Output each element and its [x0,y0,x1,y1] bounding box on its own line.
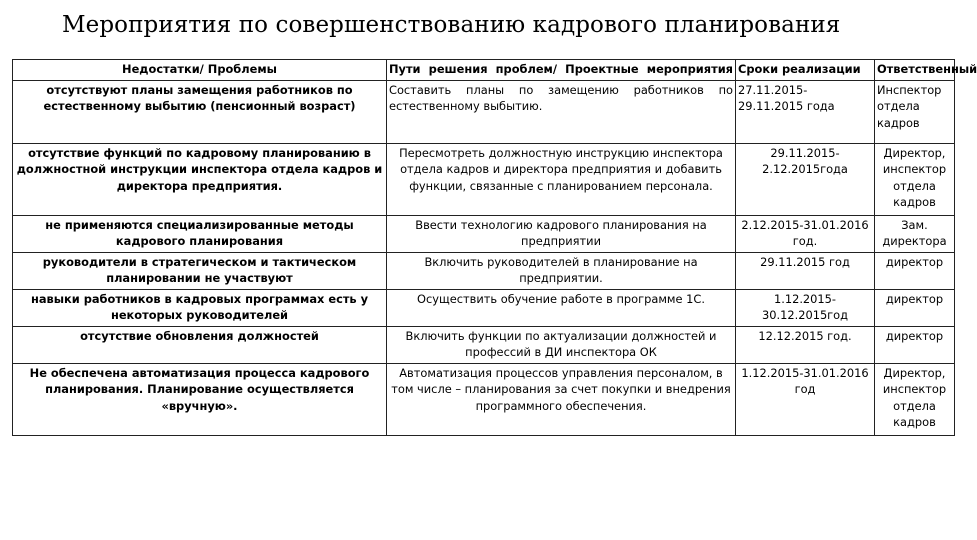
solution-cell: Пересмотреть должностную инструкцию инспектора отдела кадров и директора предприятия и добавить функции, связанные с планированием персонала. [387,143,736,215]
deadline-cell: 29.11.2015-2.12.2015года [736,143,875,215]
responsible-cell: директор [875,289,955,326]
solution-cell: Осуществить обучение работе в программе 1С. [387,289,736,326]
problem-cell: отсутствие функций по кадровому планированию в должностной инструкции инспектора отдела кадров и директора предприятия. [13,143,387,215]
table-row [13,326,955,363]
problem-cell: навыки работников в кадровых программах есть у некоторых руководителей [13,289,387,326]
table-row [13,363,955,435]
table-row [13,289,955,326]
solution-cell: Включить функции по актуализации должностей и профессий в ДИ инспектора ОК [387,326,736,363]
header-problems: Недостатки/ Проблемы [13,60,387,81]
responsible-cell: директор [875,252,955,289]
deadline-cell: 2.12.2015-31.01.2016 год. [736,215,875,252]
responsible-cell: Директор, инспектор отдела кадров [875,363,955,435]
problem-cell: не применяются специализированные методы кадрового планирования [13,215,387,252]
problem-cell: отсутствуют планы замещения работников по естественному выбытию (пенсионный возраст) [13,80,387,143]
responsible-cell: директор [875,326,955,363]
slide-title: Мероприятия по совершенствованию кадрового планирования [62,12,841,38]
deadline-cell: 1.12.2015-30.12.2015год [736,289,875,326]
deadline-cell: 27.11.2015-29.11.2015 года [736,80,875,143]
responsible-cell: Инспектор отдела кадров [875,80,955,143]
solution-cell: Составить планы по замещению работников по естественному выбытию. [387,80,736,143]
problem-cell: руководители в стратегическом и тактическом планировании не участвуют [13,252,387,289]
header-deadlines: Сроки реализации [736,60,875,81]
problem-cell: Не обеспечена автоматизация процесса кадрового планирования. Планирование осуществляется «вручную». [13,363,387,435]
table-row [13,80,955,143]
deadline-cell: 12.12.2015 год. [736,326,875,363]
header-solutions: Пути решения проблем/ Проектные мероприятия [387,60,736,81]
problem-cell: отсутствие обновления должностей [13,326,387,363]
table-row [13,215,955,252]
deadline-cell: 1.12.2015-31.01.2016 год [736,363,875,435]
table-header-row [13,60,955,81]
table-row [13,143,955,215]
measures-table [12,59,977,436]
table-row [13,252,955,289]
deadline-cell: 29.11.2015 год [736,252,875,289]
responsible-cell: Зам. директора [875,215,955,252]
solution-cell: Ввести технологию кадрового планирования на предприятии [387,215,736,252]
solution-cell: Автоматизация процессов управления персоналом, в том числе – планирования за счет покупки и внедрения программного обеспечения. [387,363,736,435]
responsible-cell: Директор, инспектор отдела кадров [875,143,955,215]
header-responsible: Ответственный [875,60,955,81]
solution-cell: Включить руководителей в планирование на предприятии. [387,252,736,289]
